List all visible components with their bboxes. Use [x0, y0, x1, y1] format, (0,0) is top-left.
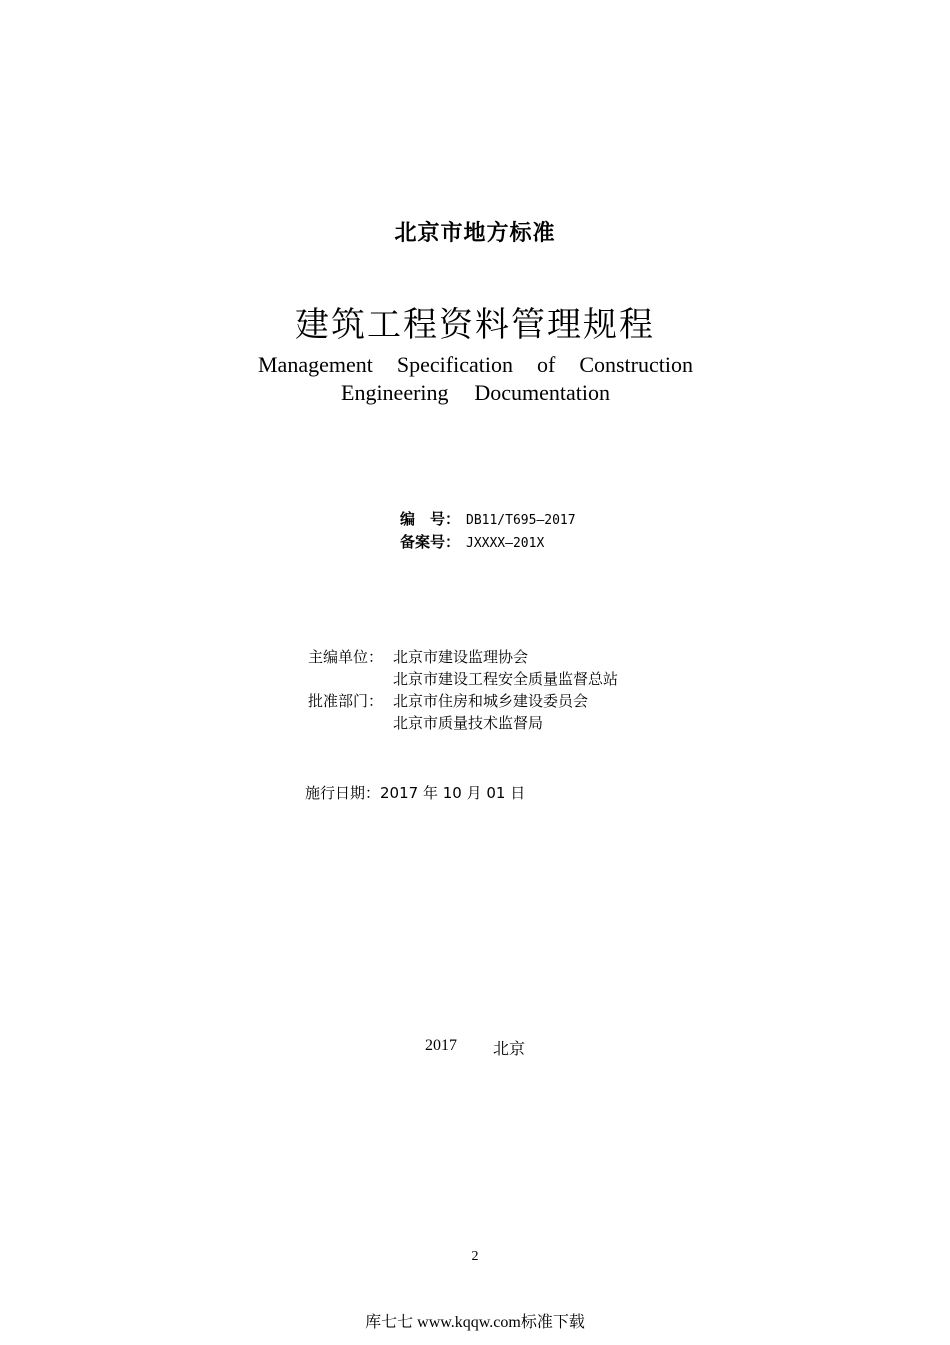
- title-en-word: Construction: [579, 352, 693, 377]
- title-en-word: of: [536, 352, 556, 377]
- document-title-en-line2: [341, 380, 610, 406]
- standard-number-label: 编 号：: [400, 510, 461, 528]
- filing-number-value: JXXXX—201X: [466, 536, 545, 551]
- approver-label: 批准部门：: [308, 692, 384, 710]
- publication-city: 北京: [493, 1039, 526, 1058]
- publication-year: 2017: [425, 1037, 457, 1054]
- document-title-en-line1: [258, 352, 693, 378]
- approver-org-1: 北京市住房和城乡建设委员会: [393, 692, 589, 710]
- title-en-word: Management: [258, 352, 373, 377]
- approver-row: [308, 690, 588, 711]
- local-standard-heading: 北京市地方标准: [394, 221, 556, 246]
- title-en-word: Documentation: [474, 380, 610, 405]
- standard-number-value: DB11/T695—2017: [466, 513, 576, 528]
- footer-watermark: 库七七 www.kqqw.com标准下载: [365, 1314, 585, 1331]
- title-en-word: Engineering: [341, 380, 449, 405]
- page-number: 2: [471, 1249, 479, 1264]
- editor-row-2: [308, 668, 618, 689]
- document-title-cn: 建筑工程资料管理规程: [295, 305, 655, 345]
- editor-row: [308, 646, 528, 667]
- filing-number-row: [400, 531, 544, 552]
- standard-number-row: [400, 508, 576, 529]
- filing-number-label: 备案号：: [400, 533, 461, 551]
- effective-date: 施行日期：2017 年 10 月 01 日: [305, 784, 526, 802]
- approver-org-2: 北京市质量技术监督局: [393, 714, 544, 732]
- editor-org-1: 北京市建设监理协会: [393, 648, 529, 666]
- title-en-word: Specification: [396, 352, 513, 377]
- approver-row-2: [308, 712, 543, 733]
- editor-org-2: 北京市建设工程安全质量监督总站: [393, 670, 619, 688]
- editor-label: 主编单位：: [308, 648, 384, 666]
